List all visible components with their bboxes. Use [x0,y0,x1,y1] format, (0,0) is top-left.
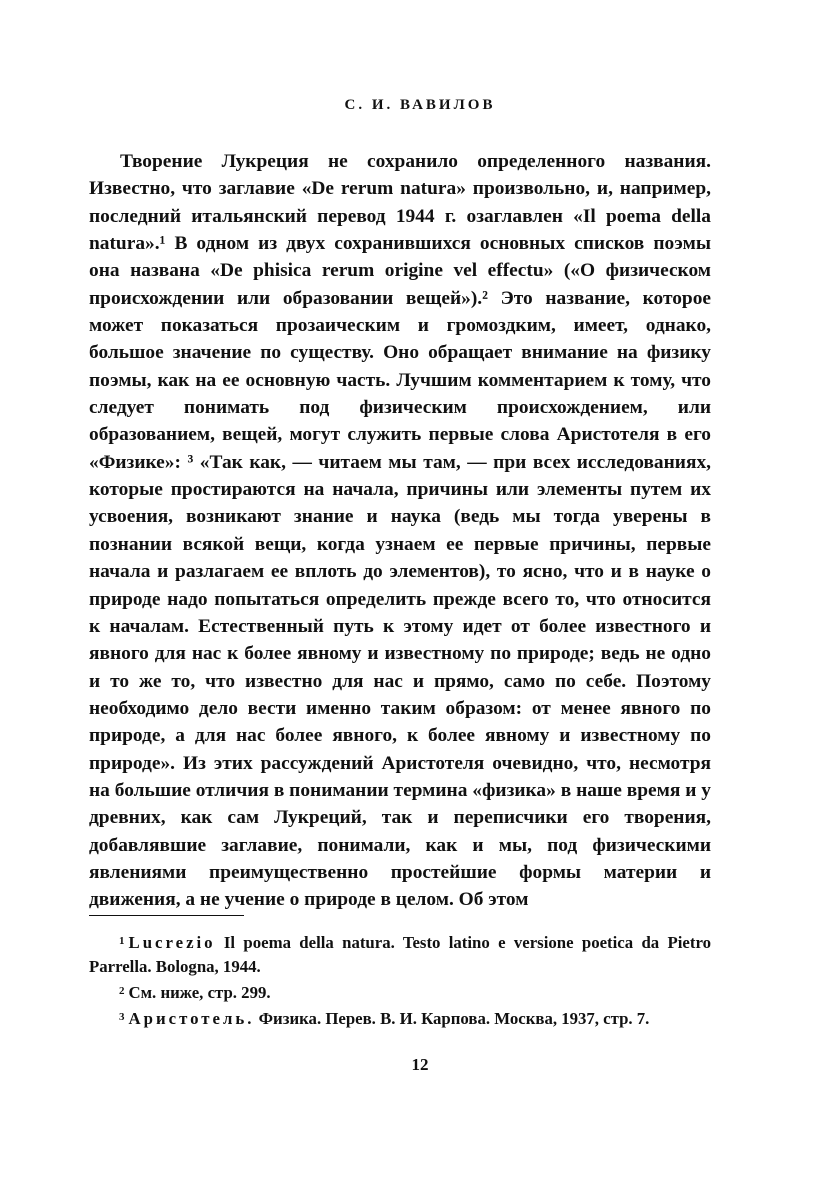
footnote-2-mark: 2 [119,985,125,997]
footnote-divider [89,915,244,916]
running-title: С. И. ВАВИЛОВ [344,97,496,113]
footnote-3 [89,1005,711,1031]
footnote-1-mark: 1 [119,935,125,947]
footnote-3-text: Физика. Перев. В. И. Карпова. Москва, 1937, стр. 7. [258,1009,650,1028]
footnote-3-author: Аристотель. [128,1009,255,1028]
main-paragraph: Творение Лукреция не сохранило определенного названия. Известно, что заглавие «De rerum natura» произвольно, и, например, последний итальянский перевод 1944 г. озаглавлен «Il poema della natura».¹ В одном из двух сохранившихся основных списков поэмы она названа «De phisica rerum origine vel effectu» («О физическом происхождении или образовании вещей»).² Это название, которое может показаться прозаическим и громоздким, имеет, однако, большое значение по существу. Оно обращает внимание на физику поэмы, как на ее основную часть. Лучшим комментарием к тому, что следует понимать под физическим происхождением, или образованием, вещей, могут служить первые слова Аристотеля в его «Физике»: ³ «Так как, — читаем мы там, — при всех исследованиях, которые простираются на начала, причины или элементы путем их усвоения, возникают знание и наука (ведь мы тогда уверены в познании всякой вещи, когда узнаем ее первые причины, первые начала и разлагаем ее вплоть до элементов), то ясно, что и в науке о природе надо попытаться определить прежде всего то, что относится к началам. Естественный путь к этому идет от более известного и явного для нас к более явному и известному по природе; ведь не одно и то же то, что известно для нас и прямо, само по себе. Поэтому необходимо дело вести именно таким образом: от менее явного по природе, а для нас более явного, к более явному и известному по природе». Из этих рассуждений Аристотеля очевидно, что, несмотря на большие отличия в понимании термина «физика» в наше время и у древних, как сам Лукреций, так и переписчики его творения, добавлявшие заглавие, понимали, как и мы, под физическими явлениями преимущественно простейшие формы материи и движения, а не учение о природе в целом. Об этом [89,151,711,911]
footnote-2 [89,979,711,1005]
footnote-1-author: Lucrezio [128,933,216,952]
footnote-3-mark: 3 [119,1011,125,1023]
page-number: 12 [411,1055,429,1074]
footnote-1 [89,929,711,979]
footnote-2-text: См. ниже, стр. 299. [128,983,271,1002]
footnote-1-text: Il poema della natura. Testo latino e versione poetica da Pietro Parrella. Bologna, 1944. [89,933,711,976]
footnotes-block [89,929,711,1031]
